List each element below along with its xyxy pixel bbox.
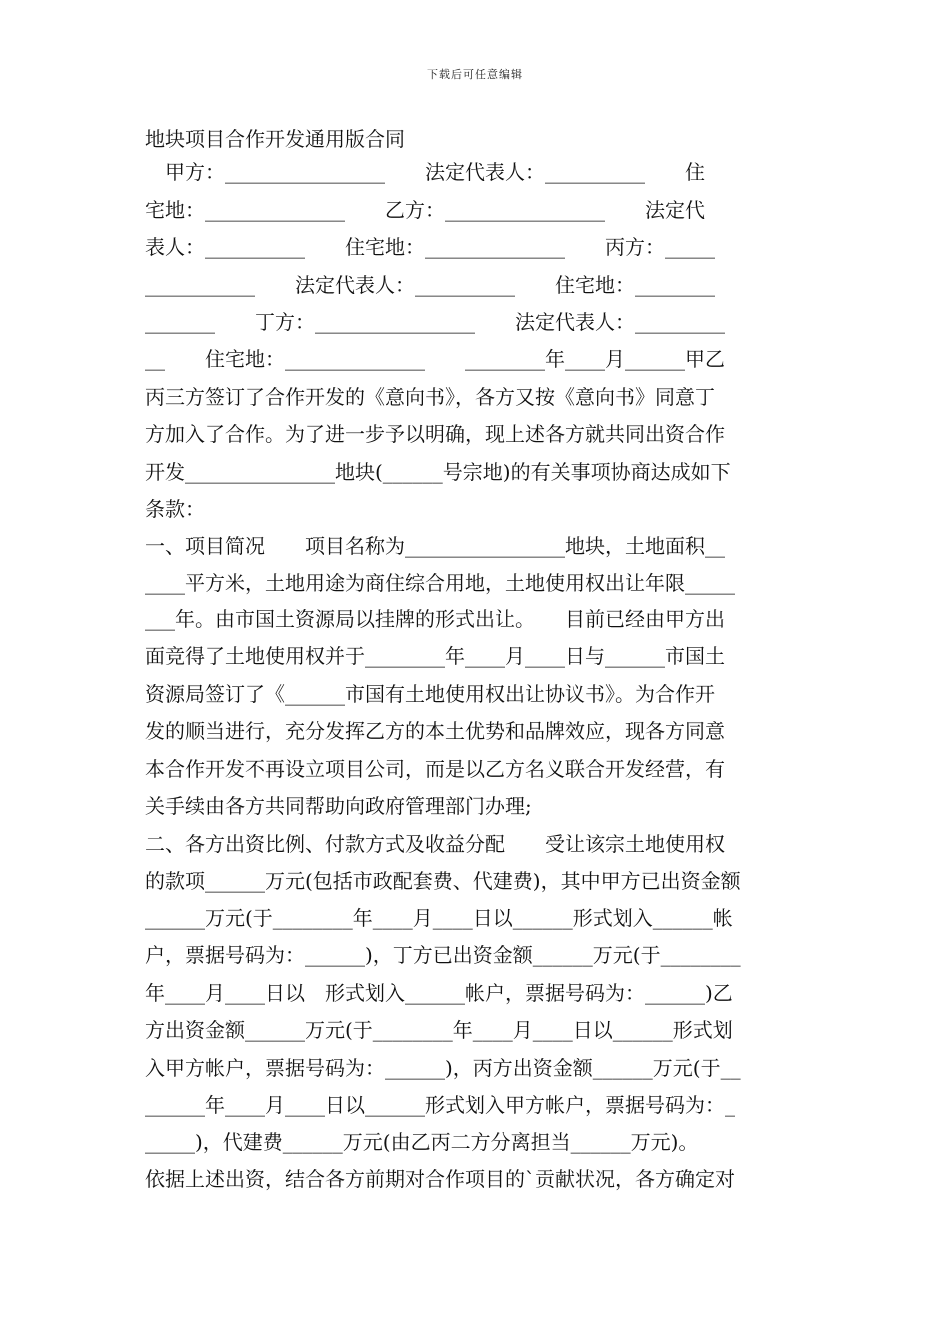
body-line: 发的顺当进行，充分发挥乙方的本土优势和品牌效应，现各方同意 xyxy=(145,719,725,743)
body-line: 二、各方出资比例、付款方式及收益分配 受让该宗土地使用权 xyxy=(145,832,725,856)
body-line: _____)，代建费______万元(由乙丙二方分离担当______万元)。 xyxy=(145,1130,699,1154)
body-line: ___年。由市国土资源局以挂牌的形式出让。 目前已经由甲方出 xyxy=(145,607,725,631)
body-line: 方出资金额______万元(于________年____月____日以______形式划 xyxy=(145,1018,733,1042)
body-line: __ 住宅地：______________ ________年____月______甲乙 xyxy=(145,347,725,371)
body-line: ______年____月____日以______形式划入甲方帐户，票据号码为：_ xyxy=(145,1093,735,1117)
body-line: 甲方：________________ 法定代表人：__________ 住 xyxy=(145,160,705,184)
body-line: 方加入了合作。为了进一步予以明确，现上述各方就共同出资合作 xyxy=(145,422,725,446)
body-line: _______ 丁方：________________ 法定代表人：_________ xyxy=(145,310,725,334)
body-line: 一、项目简况 项目名称为________________地块，土地面积__ xyxy=(145,534,725,558)
body-line: 表人：__________ 住宅地：______________ 丙方：_____ xyxy=(145,235,715,259)
body-line: 开发_______________地块(______号宗地)的有关事项协商达成如下 xyxy=(145,460,731,484)
body-line: 本合作开发不再设立项目公司，而是以乙方名义联合开发经营，有 xyxy=(145,757,725,781)
body-line: 关手续由各方共同帮助向政府管理部门办理; xyxy=(145,794,532,818)
body-line: 依据上述出资，结合各方前期对合作项目的`贡献状况，各方确定对 xyxy=(145,1167,735,1191)
body-line: 条款： xyxy=(145,497,205,521)
body-line: 年____月____日以 形式划入______帐户，票据号码为：______)乙 xyxy=(145,981,733,1005)
body-line: 丙三方签订了合作开发的《意向书》，各方又按《意向书》同意丁 xyxy=(145,385,715,409)
body-line: ____平方米，土地用途为商住综合用地，土地使用权出让年限_____ xyxy=(145,571,735,595)
body-line: 资源局签订了《______市国有土地使用权出让协议书》。为合作开 xyxy=(145,682,715,706)
body-line: 入甲方帐户，票据号码为：______)，丙方出资金额______万元(于__ xyxy=(145,1056,741,1080)
body-line: 的款项______万元(包括市政配套费、代建费)，其中甲方已出资金额 xyxy=(145,869,741,893)
body-line: ______万元(于________年____月____日以______形式划入______帐 xyxy=(145,906,733,930)
body-line: 宅地：______________ 乙方：________________ 法定代 xyxy=(145,198,705,222)
document-title: 地块项目合作开发通用版合同 xyxy=(145,127,405,151)
body-line: 户，票据号码为：______)，丁方已出资金额______万元(于________ xyxy=(145,943,741,967)
body-line: 面竞得了土地使用权并于________年____月____日与______市国土 xyxy=(145,644,725,668)
body-line: ___________ 法定代表人：__________ 住宅地：________ xyxy=(145,273,715,297)
header-note: 下载后可任意编辑 xyxy=(427,68,523,81)
